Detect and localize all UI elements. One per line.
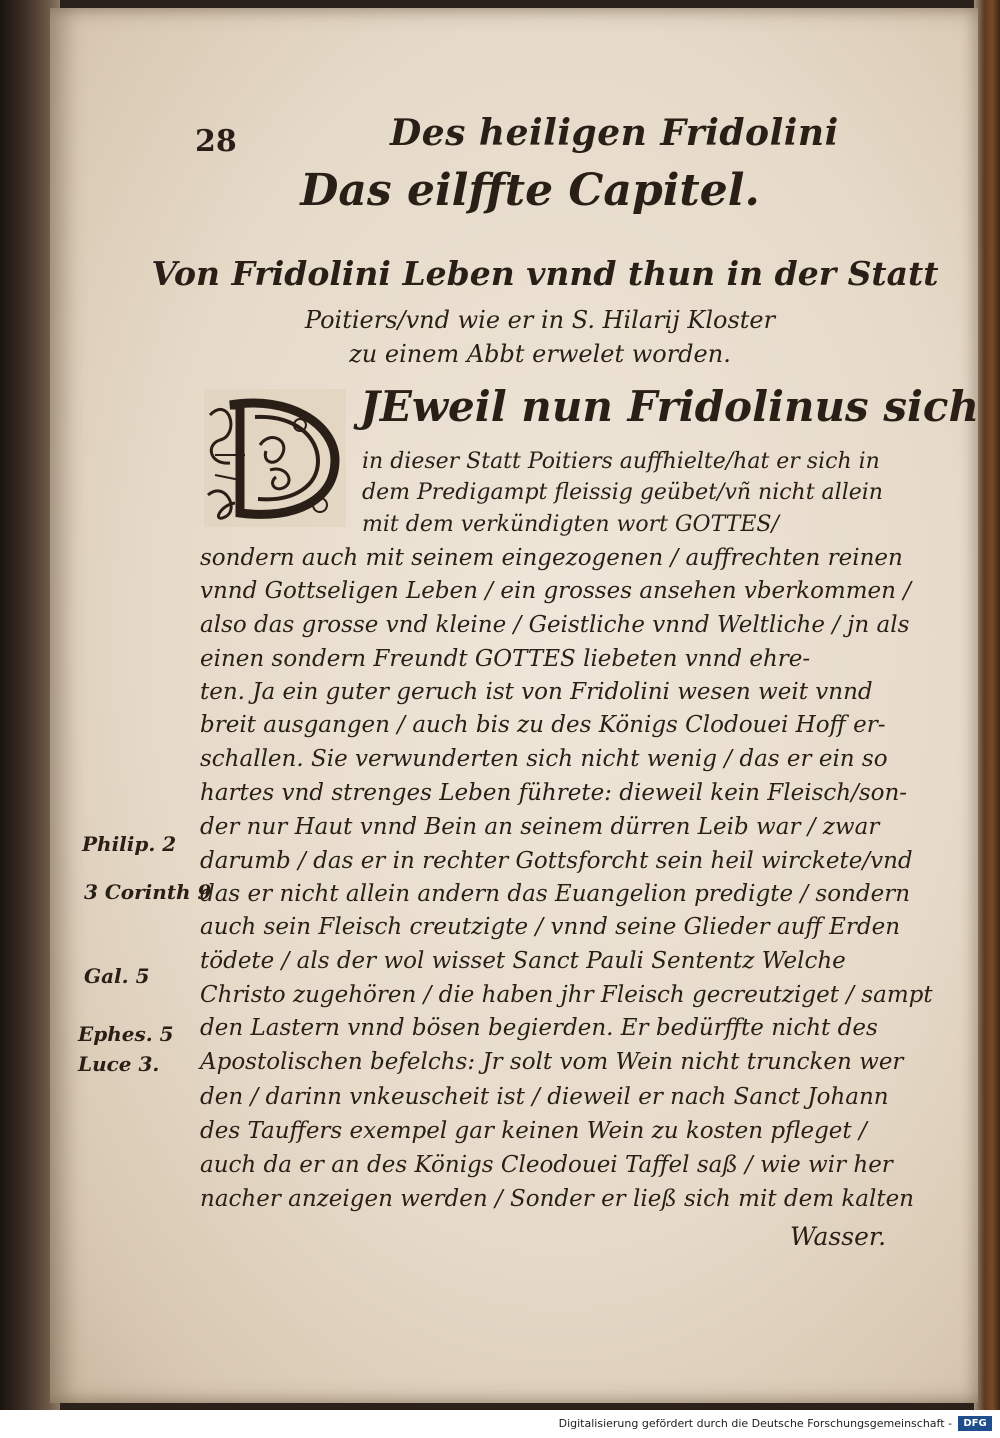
body-line: schallen. Sie verwunderten sich nicht wenig / das er ein so — [200, 746, 888, 772]
body-line: tödete / als der wol wisset Sanct Pauli Sententz Welche — [200, 948, 846, 974]
chapter-subtitle-line: Poitiers/vnd wie er in S. Hilarij Kloster — [304, 306, 776, 334]
catchword: Wasser. — [790, 1222, 887, 1251]
body-line: dem Predigampt fleissig geübet/vñ nicht allein — [362, 480, 883, 505]
body-line: hartes vnd strenges Leben führete: dieweil kein Fleisch/son- — [200, 780, 908, 806]
page-number: 28 — [195, 124, 237, 159]
ornamental-initial-d-icon — [200, 385, 350, 531]
body-line: Christo zugehören / die haben jhr Fleisch gecreutziget / sampt — [200, 982, 933, 1008]
body-line: JEweil nun Fridolinus sich — [360, 382, 980, 431]
body-line: also das grosse vnd kleine / Geistliche vnnd Weltliche / jn als — [200, 612, 910, 638]
margin-note: 3 Corinth 9 — [84, 880, 212, 904]
body-line: das er nicht allein andern das Euangelion predigte / sondern — [200, 881, 911, 907]
body-line: den / darinn vnkeuscheit ist / dieweil er nach Sanct Johann — [200, 1084, 889, 1110]
body-line: den Lastern vnnd bösen begierden. Er bedürffte nicht des — [200, 1015, 878, 1041]
chapter-title: Das eilffte Capitel. — [300, 165, 760, 216]
margin-note: Ephes. 5 — [78, 1022, 174, 1046]
body-line: mit dem verkündigten wort GOTTES/ — [362, 512, 779, 537]
page-header — [0, 100, 1000, 160]
margin-note: Gal. 5 — [84, 964, 150, 988]
body-line: darumb / das er in rechter Gottsforcht sein heil wirckete/vnd — [200, 848, 913, 874]
body-line: nacher anzeigen werden / Sonder er ließ sich mit dem kalten — [200, 1186, 914, 1212]
body-line: auch sein Fleisch creutzigte / vnnd seine Glieder auff Erden — [200, 914, 901, 940]
margin-note: Luce 3. — [78, 1052, 160, 1076]
dfg-logo: DFG — [958, 1416, 992, 1431]
funding-credit: Digitalisierung gefördert durch die Deutsche Forschungsgemeinschaft - — [558, 1417, 952, 1430]
body-line: des Tauffers exempel gar keinen Wein zu kosten pfleget / — [200, 1118, 867, 1144]
running-title: Des heiligen Fridolini — [390, 112, 839, 154]
margin-note: Philip. 2 — [82, 832, 177, 856]
footer — [0, 1410, 1000, 1438]
body-line: einen sondern Freundt GOTTES liebeten vnnd ehre- — [200, 646, 811, 672]
body-line: ten. Ja ein guter geruch ist von Fridolini wesen weit vnnd — [200, 679, 873, 705]
body-line: in dieser Statt Poitiers auffhielte/hat er sich in — [362, 449, 880, 474]
body-line: vnnd Gottseligen Leben / ein grosses ansehen vberkommen / — [200, 578, 912, 604]
body-line: auch da er an des Königs Cleodouei Taffel saß / wie wir her — [200, 1152, 893, 1178]
body-line: Apostolischen befelchs: Jr solt vom Wein nicht truncken wer — [200, 1049, 904, 1075]
body-line: breit ausgangen / auch bis zu des Königs Clodouei Hoff er- — [200, 712, 886, 738]
body-line: der nur Haut vnnd Bein an seinem dürren Leib war / zwar — [200, 814, 880, 840]
body-line: sondern auch mit seinem eingezogenen / auffrechten reinen — [200, 545, 903, 571]
chapter-subtitle-line: Von Fridolini Leben vnnd thun in der Statt — [151, 254, 939, 293]
chapter-subtitle-line: zu einem Abbt erwelet worden. — [349, 340, 731, 368]
